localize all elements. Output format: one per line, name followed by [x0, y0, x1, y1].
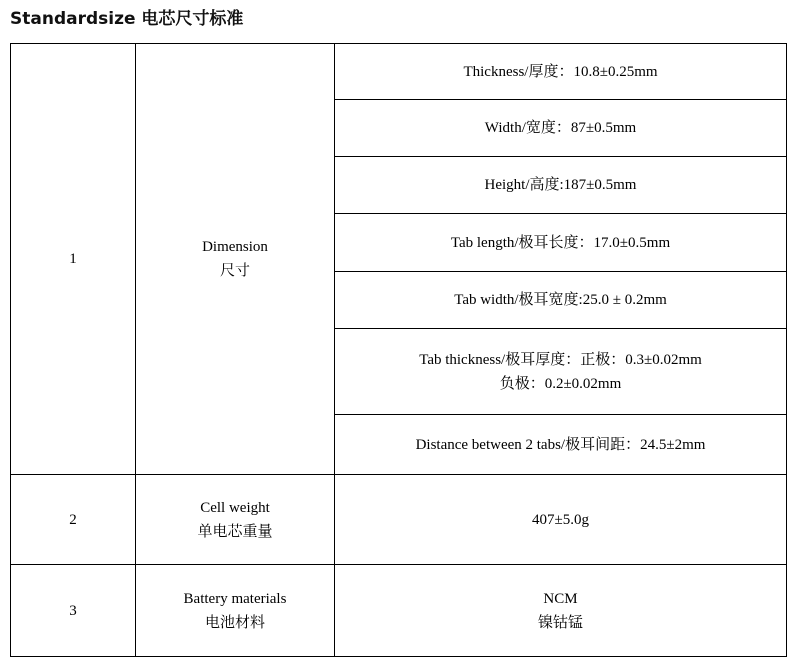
item-name-cn: 电池材料: [204, 614, 265, 631]
value-materials-en: NCM: [543, 590, 578, 607]
value-thickness: Thickness/厚度：10.8±0.25mm: [335, 44, 787, 100]
table-row: [11, 565, 787, 657]
value-tab-thickness-positive: Tab thickness/极耳厚度：正极：0.3±0.02mm: [419, 351, 702, 368]
item-name-en: Cell weight: [200, 499, 270, 516]
row-number: 2: [11, 475, 136, 565]
value-materials-cn: 镍钴锰: [537, 614, 583, 631]
item-name-cell: [136, 565, 335, 657]
item-name-en: Dimension: [202, 239, 268, 255]
value-battery-materials: [335, 565, 787, 657]
item-name-cell: [136, 475, 335, 565]
value-tab-distance: Distance between 2 tabs/极耳间距：24.5±2mm: [335, 415, 787, 475]
item-name-en: Battery materials: [183, 590, 287, 607]
table-row: [11, 475, 787, 565]
value-width: Width/宽度：87±0.5mm: [335, 100, 787, 157]
value-tab-length: Tab length/极耳长度：17.0±0.5mm: [335, 214, 787, 272]
value-height: Height/高度:187±0.5mm: [335, 157, 787, 214]
value-tab-thickness-negative: 负极：0.2±0.02mm: [499, 375, 622, 392]
value-cell-weight: 407±5.0g: [335, 475, 787, 565]
table-row: [11, 44, 787, 100]
item-name-cn: 单电芯重量: [197, 523, 273, 540]
document-title: Standardsize 电芯尺寸标准: [10, 9, 244, 29]
row-number: 1: [11, 44, 136, 475]
row-number: 3: [11, 565, 136, 657]
value-tab-thickness: [335, 329, 787, 415]
item-name-cell: [136, 44, 335, 475]
spec-table: [10, 43, 787, 657]
item-name-cn: 尺寸: [219, 263, 250, 279]
value-tab-width: Tab width/极耳宽度:25.0 ± 0.2mm: [335, 272, 787, 329]
